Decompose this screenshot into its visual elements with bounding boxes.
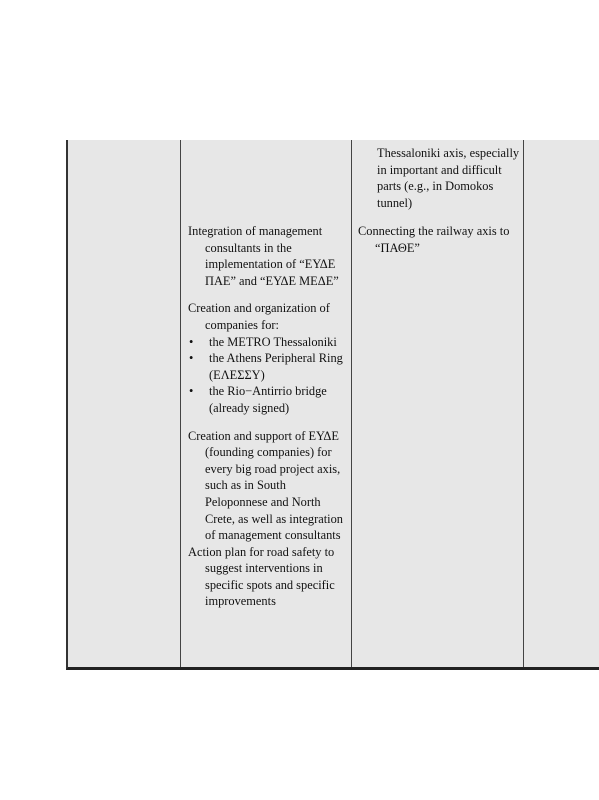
list-item-text: the METRO Thessaloniki xyxy=(209,334,337,349)
thessaloniki-axis-continuation: Thessaloniki axis, especially in important and difficult parts (e.g., in Domokos tunnel) xyxy=(377,146,520,210)
table-fragment xyxy=(66,140,599,670)
list-item-text: the Athens Peripheral Ring (ΕΛΕΣΣΥ) xyxy=(209,351,343,382)
bullet-icon: • xyxy=(189,351,194,366)
management-cell xyxy=(188,223,348,610)
column-divider xyxy=(523,140,524,667)
list-item xyxy=(188,383,348,416)
creation-list xyxy=(188,334,348,417)
bullet-icon: • xyxy=(189,384,194,399)
integration-text: Integration of management consultants in the implementation of “ΕΥΔΕ ΠΑΕ” and “ΕΥΔΕ ΜΕΔΕ” xyxy=(188,224,339,288)
support-text: Creation and support of ΕΥΔΕ (founding companies) for every big road project axis, such as in South Peloponnese and North Crete, as well as integration of management consultants xyxy=(188,428,343,543)
road-safety-text: Action plan for road safety to suggest interventions in specific spots and specific improvements xyxy=(188,544,335,609)
list-item xyxy=(188,350,348,383)
creation-heading: Creation and organization of companies for: xyxy=(188,301,330,332)
list-item-text: the Rio−Antirrio bridge (already signed) xyxy=(209,384,327,415)
bullet-icon: • xyxy=(189,334,194,349)
railway-cell xyxy=(358,223,520,256)
railway-connection-text: Connecting the railway axis to “ΠΑΘΕ” xyxy=(358,224,510,255)
railway-continuation-cell xyxy=(358,145,520,211)
column-divider xyxy=(180,140,181,667)
list-item xyxy=(188,334,348,351)
column-divider xyxy=(351,140,352,667)
